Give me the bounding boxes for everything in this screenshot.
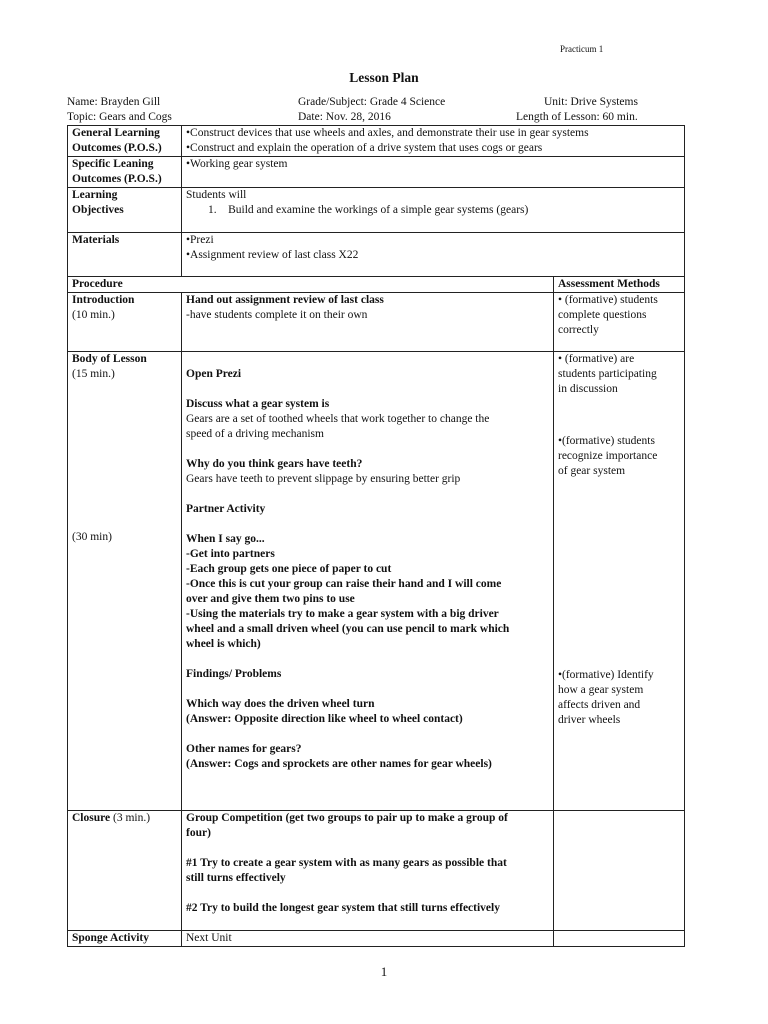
- body-assess-c-2: how a gear system: [558, 684, 644, 696]
- body-assess-a-2: students participating: [558, 368, 657, 380]
- row-sponge-activity: [68, 931, 685, 947]
- step-4b: wheel and a small driven wheel (you can use pencil to mark which: [186, 623, 510, 635]
- challenge-1a: #1 Try to create a gear system with as many gears as possible that: [186, 857, 507, 869]
- objectives-label-1: Learning: [72, 189, 118, 201]
- glo-label-1: General Learning: [72, 127, 160, 139]
- body-assess-c-4: driver wheels: [558, 714, 621, 726]
- why-teeth-question: Why do you think gears have teeth?: [186, 458, 363, 470]
- row-objectives: [68, 188, 685, 233]
- practicum-label: Practicum 1: [560, 44, 604, 54]
- objective-item-text: Build and examine the workings of a simple gear systems (gears): [228, 204, 529, 216]
- step-3b: over and give them two pins to use: [186, 593, 355, 605]
- closure-line-1: Group Competition (get two groups to pair up to make a group of: [186, 812, 508, 824]
- other-names-question: Other names for gears?: [186, 743, 302, 755]
- row-procedure-header: [68, 277, 685, 293]
- objective-item-number: 1.: [208, 204, 217, 216]
- introduction-assess-1: • (formative) students: [558, 294, 658, 306]
- open-prezi: Open Prezi: [186, 368, 242, 380]
- introduction-assess-2: complete questions: [558, 309, 647, 321]
- materials-line-1: •Prezi: [186, 234, 214, 246]
- findings-heading: Findings/ Problems: [186, 668, 282, 680]
- gears-definition-1: Gears are a set of toothed wheels that work together to change the: [186, 413, 490, 425]
- row-introduction: [68, 293, 685, 352]
- slo-line-1: •Working gear system: [186, 158, 288, 170]
- closure-time: (3 min.): [110, 812, 151, 824]
- glo-line-1: •Construct devices that use wheels and axles, and demonstrate their use in gear systems: [186, 127, 589, 139]
- objective-item-1: [186, 203, 680, 218]
- teeth-answer: Gears have teeth to prevent slippage by ensuring better grip: [186, 473, 461, 485]
- step-3a: -Once this is cut your group can raise their hand and I will come: [186, 578, 502, 590]
- gears-definition-2: speed of a driving mechanism: [186, 428, 324, 440]
- row-closure: [68, 811, 685, 931]
- row-body-of-lesson: [68, 352, 685, 811]
- materials-line-2: •Assignment review of last class X22: [186, 249, 359, 261]
- sponge-label: Sponge Activity: [72, 932, 149, 944]
- objectives-intro: Students will: [186, 189, 247, 201]
- meta-grade: Grade/Subject: Grade 4 Science: [298, 96, 446, 108]
- meta-topic: Topic: Gears and Cogs: [67, 111, 172, 123]
- body-label: Body of Lesson: [72, 353, 147, 365]
- body-assess-c-1: •(formative) Identify: [558, 669, 654, 681]
- which-way-question: Which way does the driven wheel turn: [186, 698, 375, 710]
- materials-label: Materials: [72, 234, 120, 246]
- document-title: Lesson Plan: [349, 70, 419, 85]
- slo-label-2: Outcomes (P.O.S.): [72, 173, 162, 185]
- introduction-time: (10 min.): [72, 309, 115, 321]
- meta-name: Name: Brayden Gill: [67, 96, 161, 108]
- objectives-label-2: Objectives: [72, 204, 124, 216]
- row-general-outcomes: [68, 126, 685, 157]
- introduction-line-2: -have students complete it on their own: [186, 309, 368, 321]
- body-assess-b-3: of gear system: [558, 465, 626, 477]
- row-materials: [68, 233, 685, 277]
- challenge-2: #2 Try to build the longest gear system that still turns effectively: [186, 902, 500, 914]
- other-names-answer: (Answer: Cogs and sprockets are other names for gear wheels): [186, 758, 492, 770]
- meta-length: Length of Lesson: 60 min.: [516, 111, 638, 123]
- step-1: -Get into partners: [186, 548, 275, 560]
- step-2: -Each group gets one piece of paper to cut: [186, 563, 392, 575]
- body-assess-b-2: recognize importance: [558, 450, 658, 462]
- body-time-2: (30 min): [72, 531, 112, 543]
- step-4a: -Using the materials try to make a gear system with a big driver: [186, 608, 499, 620]
- meta-date: Date: Nov. 28, 2016: [298, 111, 391, 123]
- body-assess-a-1: • (formative) are: [558, 353, 635, 365]
- partner-activity-heading: Partner Activity: [186, 503, 266, 515]
- introduction-assess-3: correctly: [558, 324, 599, 336]
- introduction-line-1: Hand out assignment review of last class: [186, 294, 384, 306]
- closure-label: Closure: [72, 812, 111, 824]
- body-assess-c-3: affects driven and: [558, 699, 641, 711]
- label-cell: [68, 126, 182, 157]
- body-assess-b-1: •(formative) students: [558, 435, 655, 447]
- glo-line-2: •Construct and explain the operation of a drive system that uses cogs or gears: [186, 142, 543, 154]
- which-way-answer: (Answer: Opposite direction like wheel to wheel contact): [186, 713, 463, 725]
- glo-content: [182, 126, 685, 157]
- slo-label-1: Specific Leaning: [72, 158, 154, 170]
- body-assess-a-3: in discussion: [558, 383, 618, 395]
- row-specific-outcomes: [68, 157, 685, 188]
- introduction-label: Introduction: [72, 294, 135, 306]
- meta-unit: Unit: Drive Systems: [544, 96, 638, 108]
- assessment-methods-label: Assessment Methods: [558, 278, 660, 290]
- glo-label-2: Outcomes (P.O.S.): [72, 142, 162, 154]
- sponge-text: Next Unit: [186, 932, 232, 944]
- when-i-say-go: When I say go...: [186, 533, 265, 545]
- procedure-label: Procedure: [72, 278, 123, 290]
- discuss-heading: Discuss what a gear system is: [186, 398, 330, 410]
- closure-line-2: four): [186, 827, 211, 839]
- body-time-1: (15 min.): [72, 368, 115, 380]
- page-number: 1: [380, 964, 388, 979]
- challenge-1b: still turns effectively: [186, 872, 286, 884]
- lesson-plan-table: [67, 125, 685, 947]
- step-4c: wheel is which): [186, 638, 261, 650]
